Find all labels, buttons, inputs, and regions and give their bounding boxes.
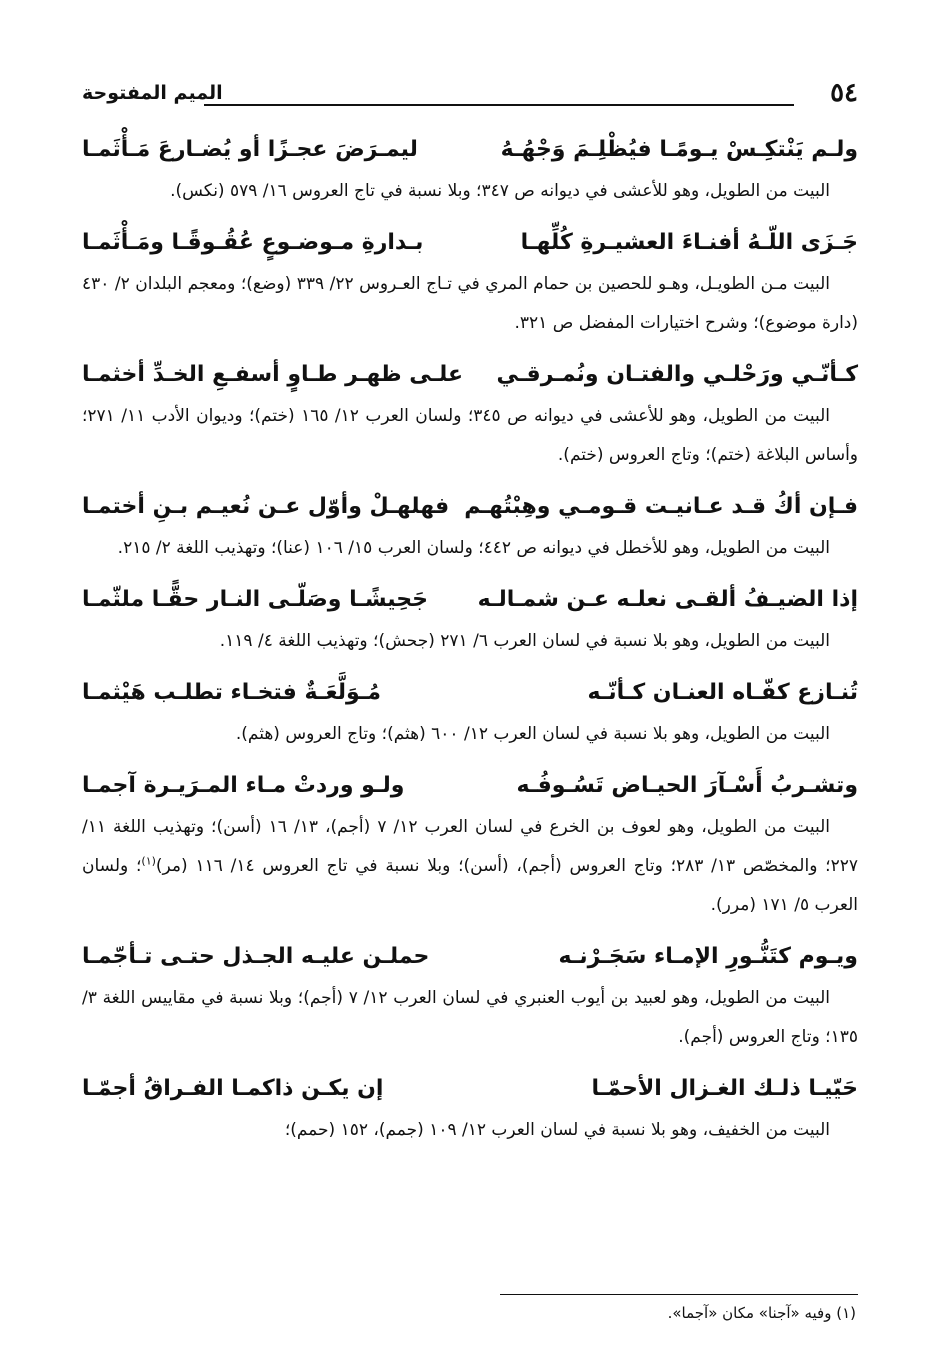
citation-note: البيت من الطويل، وهو للأعشى في ديوانه ص ٣٤٥؛ ولسان العرب ١٢/ ١٦٥ (ختم)؛ وديوان الأدب ١١/ ٢٧١؛ وأساس البلاغة (ختم)؛ وتاج العروس (ختم). [82, 406, 858, 465]
second-hemistich: ولـو وردتْ مـاء المـرَيـرة آجمـا [82, 773, 405, 798]
second-hemistich: ليمـرَضَ عجـزًا أو يُضـارعَ مَـأْثَمـا [82, 137, 418, 162]
verse-entry [82, 578, 858, 661]
second-hemistich: فهلهـلْ وأوّل عـن نُعيـم بـنِ أختمـا [82, 494, 450, 519]
citation-note: البيت من الطويل، وهو للأعشى في ديوانه ص ٣٤٧؛ وبلا نسبة في تاج العروس ١٦/ ٥٧٩ (نكس). [170, 181, 830, 201]
running-title: الميم المفتوحة [82, 82, 223, 104]
second-hemistich: علـى ظهـر طـاوٍ أسفـعِ الخـدِّ أخثمـا [82, 362, 464, 387]
first-hemistich: إذا الضيـفُ ألقـى نعلـه عـن شمـالـه [477, 587, 858, 612]
verse-line [82, 485, 858, 529]
first-hemistich: وتشـربُ أَسْـآرَ الحيـاض تَسُـوفُـه [516, 773, 858, 798]
verse-line [82, 671, 858, 715]
verse-line [82, 221, 858, 265]
second-hemistich: مُـوَلَّعَـةٌ فتخـاء تطلـب هَيْثمـا [82, 680, 381, 705]
verse-line [82, 935, 858, 979]
verse-entry [82, 935, 858, 1057]
header-rule [204, 104, 794, 106]
citation-note [82, 808, 858, 925]
page-number: ٥٤ [830, 78, 858, 108]
verse-entry [82, 1067, 858, 1150]
first-hemistich: تُنـازع كفّـاه العنـان كـأنّـه [587, 680, 858, 705]
citation-note: البيت مـن الطويـل، وهـو للحصين بن حمام المري في تـاج العـروس ٢٢/ ٣٣٩ (وضع)؛ ومعجم البلدان ٢/ ٤٣٠ (دارة موضوع)؛ وشرح اختيارات المفضل ص ٣٢١. [82, 274, 858, 333]
verse-entry [82, 128, 858, 211]
verse-line [82, 1067, 858, 1111]
second-hemistich: إن يكـن ذاكمـا الفـراقُ أجمّـا [82, 1076, 384, 1101]
first-hemistich: ولـم يَنْتكِـسْ يـومًـا فيُظْلِـمَ وَجْهُـهُ [500, 137, 858, 162]
second-hemistich: جَحِيشًـا وصَلّـى النـار حقًّـا ملثّمـا [82, 587, 428, 612]
citation-note: البيت من الخفيف، وهو بلا نسبة في لسان العرب ١٢/ ١٠٩ (جمم)، ١٥٢ (حمم)؛ [284, 1120, 830, 1140]
verse-entry [82, 764, 858, 925]
page-header [82, 74, 858, 114]
footnote: (١) وفيه «آجنا» مكان «آجما». [667, 1304, 856, 1322]
footnote-reference[interactable]: (١) [141, 854, 156, 868]
verse-entry [82, 671, 858, 754]
citation-note: البيت من الطويل، وهو للأخطل في ديوانه ص ٤٤٢؛ ولسان العرب ١٥/ ١٠٦ (عنا)؛ وتهذيب اللغة ٢/ ٢١٥. [117, 538, 830, 558]
citation-note: البيت من الطويل، وهو لعبيد بن أيوب العنبري في لسان العرب ١٢/ ٧ (أجم)؛ وبلا نسبة في مقاييس اللغة ٣/ ١٣٥؛ وتاج العروس (أجم). [82, 988, 858, 1047]
verse-line [82, 353, 858, 397]
verse-line [82, 128, 858, 172]
second-hemistich: حملـن عليـه الجـذل حتـى تـأجّمـا [82, 944, 430, 969]
verse-list [82, 128, 858, 1160]
first-hemistich: حَيّيـا ذلـك الغـزال الأحمّـا [591, 1076, 858, 1101]
verse-entry [82, 221, 858, 343]
verse-line [82, 764, 858, 808]
verse-entry [82, 353, 858, 475]
citation-text: البيت من الطويل، وهو لعوف بن الخرع في لسان العرب ١٢/ ٧ (أجم)، ١٣/ ١٦ (أسن)؛ وتهذيب اللغة ١١/ ٢٢٧؛ والمخصّص ١٣/ ٢٨٣؛ وتاج العروس (أجم)، (أسن)؛ وبلا نسبة في تاج العروس ١٤/ ١١٦ (مر) [82, 817, 858, 876]
citation-note: البيت من الطويل، وهو بلا نسبة في لسان العرب ٦/ ٢٧١ (جحش)؛ وتهذيب اللغة ٤/ ١١٩. [219, 631, 830, 651]
first-hemistich: فـإن أكُ قـد عـانيـت قـومـي وهِبْتُهـم [464, 494, 858, 519]
first-hemistich: ويـوم كتَنُّـورِ الإمـاء سَجَـرْنـه [558, 944, 858, 969]
citation-text-continued: ؛ ولسان العرب ٥/ ١٧١ (مرر). [82, 856, 858, 915]
citation-note: البيت من الطويل، وهو بلا نسبة في لسان العرب ١٢/ ٦٠٠ (هثم)؛ وتاج العروس (هثم). [235, 724, 830, 744]
first-hemistich: جَـزَى اللّـهُ أفنـاءَ العشيـرةِ كُلِّهـا [520, 230, 858, 255]
first-hemistich: كـأنّـي ورَحْلـي والفتـان ونُمـرقـي [496, 362, 858, 387]
footnote-separator [500, 1294, 858, 1295]
verse-line [82, 578, 858, 622]
verse-entry [82, 485, 858, 568]
second-hemistich: بـدارةِ مـوضـوعٍ عُقُـوقًـا ومَـأْثَمـا [82, 230, 424, 255]
